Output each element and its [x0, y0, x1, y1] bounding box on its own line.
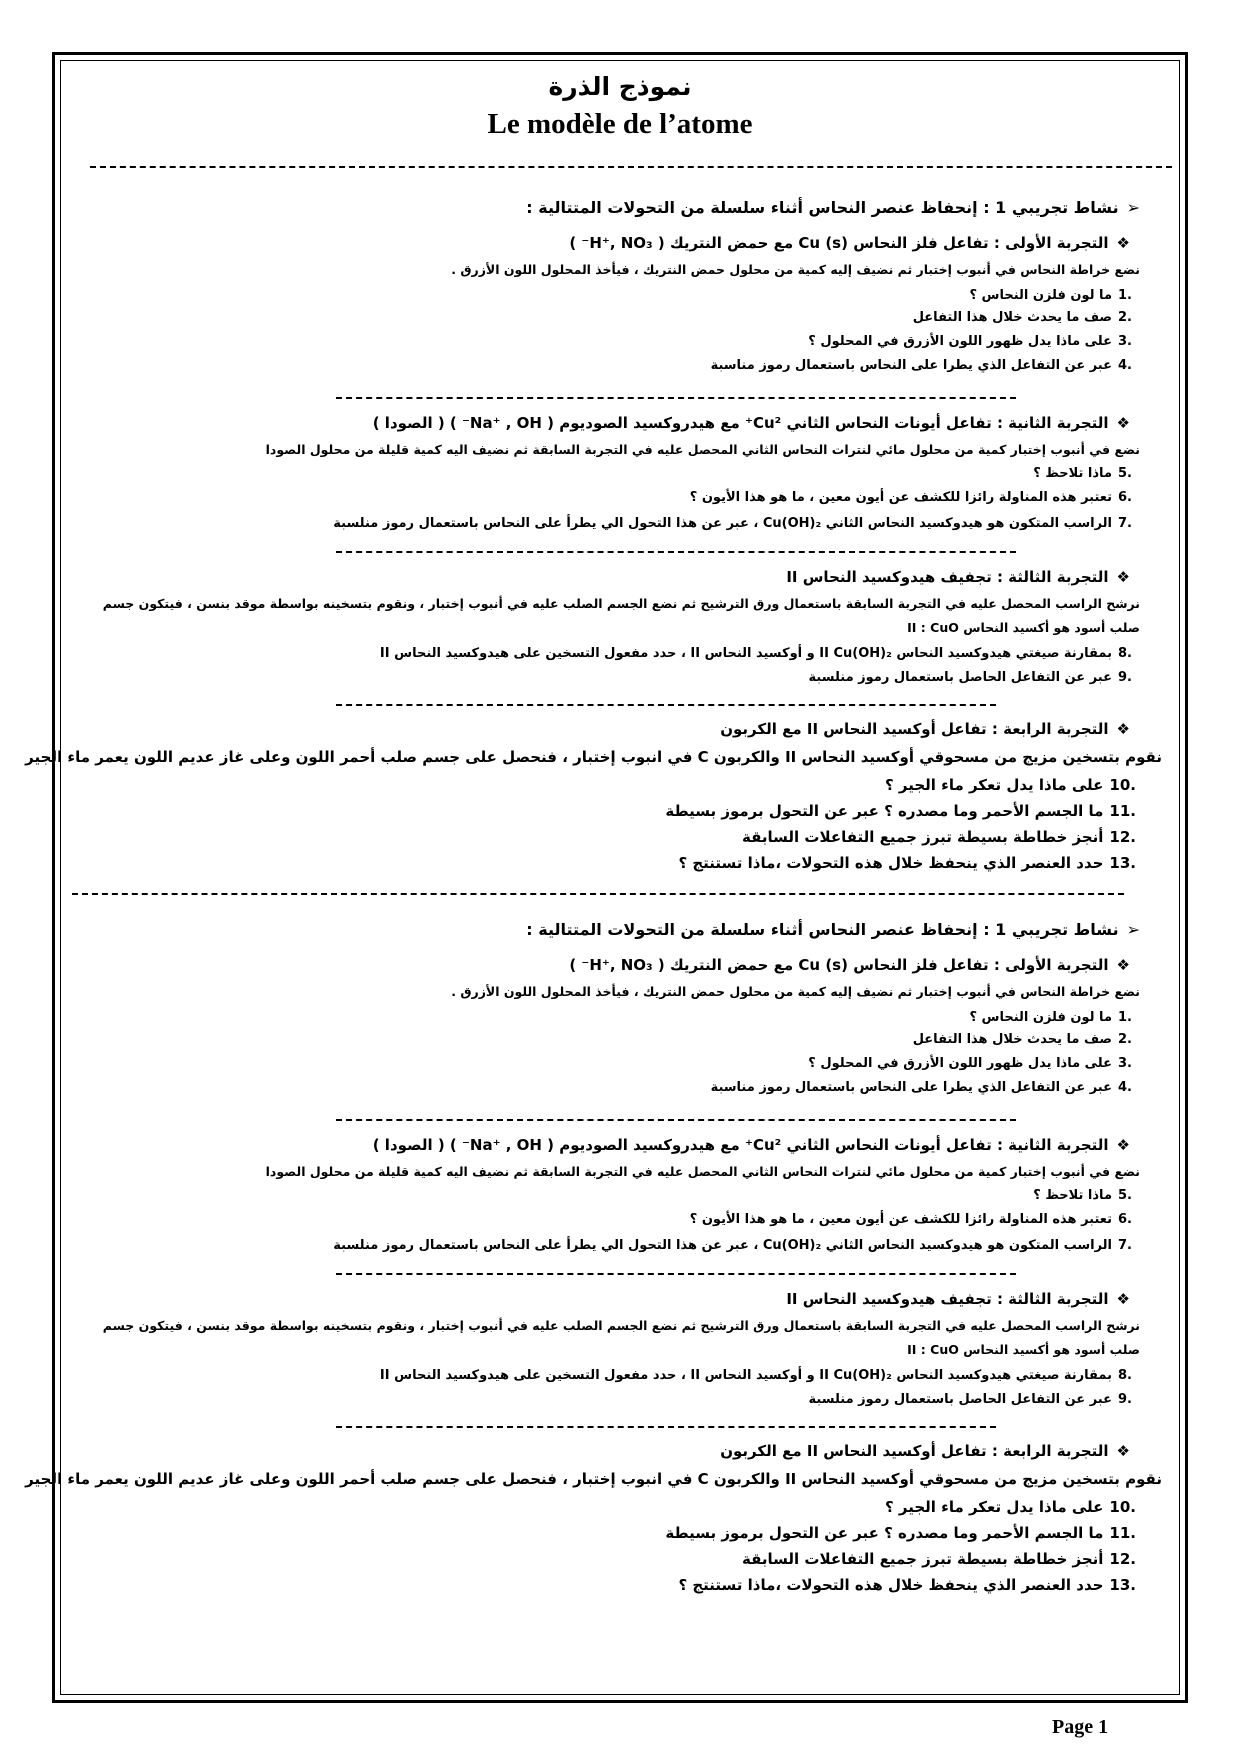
question: .9عبر عن التفاعل الحاصل باستعمال رموز منلسبة	[808, 670, 1132, 685]
separator	[336, 551, 1016, 553]
exp1-title: ❖التجربة الأولى : تفاعل فلز النحاس Cu (s) مع حمض النتريك ( H⁺, NO₃⁻ )	[569, 234, 1130, 252]
diamond-bullet-icon: ❖	[1116, 234, 1130, 252]
diamond-bullet-icon: ❖	[1116, 956, 1130, 974]
question: .9عبر عن التفاعل الحاصل باستعمال رموز منلسبة	[808, 1392, 1132, 1407]
question: .8بمقارنة صيغتي هيدوكسيد النحاس II Cu(OH)₂ و أوكسيد النحاس II ، حدد مفعول التسخين على هيدوكسيد النحاس II	[379, 646, 1132, 661]
diamond-bullet-icon: ❖	[1116, 1442, 1130, 1460]
question: .13حدد العنصر الذي ينحفظ خلال هذه التحولات ،ماذا تستنتج ؟	[678, 854, 1136, 872]
question: .4عبر عن التفاعل الذي يطرا على النحاس باستعمال رموز مناسبة	[710, 1080, 1132, 1095]
question: .2صف ما يحدث خلال هذا التفاعل	[912, 310, 1132, 325]
exp2-title: ❖التجربة الثانية : تفاعل أيونات النحاس الثاني Cu²⁺ مع هيدروكسيد الصوديوم ( Na⁺ , OH⁻ ) ( الصودا )	[372, 414, 1130, 432]
exp4-title: ❖التجربة الرابعة : تفاعل أوكسيد النحاس II مع الكربون	[720, 720, 1130, 738]
diamond-bullet-icon: ❖	[1116, 720, 1130, 738]
separator	[336, 704, 996, 706]
exp4-text: نقوم بتسخين مزيج من مسحوقي أوكسيد النحاس II والكربون C في انبوب إختبار ، فنحصل على جسم صلب أحمر اللون وعلى غاز عديم اللون يعمر ماء الجير	[25, 748, 1162, 766]
question: .3على ماذا يدل ظهور اللون الأزرق في المحلول ؟	[808, 334, 1132, 349]
page-number: Page 1	[1052, 1716, 1109, 1738]
question: .8بمقارنة صيغتي هيدوكسيد النحاس II Cu(OH)₂ و أوكسيد النحاس II ، حدد مفعول التسخين على هيدوكسيد النحاس II	[379, 1368, 1132, 1383]
separator	[336, 397, 1016, 399]
exp2-title: ❖التجربة الثانية : تفاعل أيونات النحاس الثاني Cu²⁺ مع هيدروكسيد الصوديوم ( Na⁺ , OH⁻ ) ( الصودا )	[372, 1136, 1130, 1154]
question: .13حدد العنصر الذي ينحفظ خلال هذه التحولات ،ماذا تستنتج ؟	[678, 1576, 1136, 1594]
question: .7الراسب المتكون هو هيدوكسيد النحاس الثاني Cu(OH)₂ ، عبر عن هذا التحول الي يطرأ على النحاس باستعمال رموز منلسبة	[333, 1238, 1132, 1253]
question: .7الراسب المتكون هو هيدوكسيد النحاس الثاني Cu(OH)₂ ، عبر عن هذا التحول الي يطرأ على النحاس باستعمال رموز منلسبة	[333, 516, 1132, 531]
exp3-text-cont: صلب أسود هو أكسيد النحاس II : CuO	[907, 620, 1140, 635]
arrowhead-bullet-icon: ➢	[1126, 198, 1140, 217]
activity-heading: ➢نشاط تجريبي 1 : إنحفاظ عنصر النحاس أثناء سلسلة من التحولات المتتالية :	[526, 198, 1140, 217]
separator	[336, 1426, 996, 1428]
diamond-bullet-icon: ❖	[1116, 568, 1130, 586]
question: .2صف ما يحدث خلال هذا التفاعل	[912, 1032, 1132, 1047]
separator	[336, 1273, 1016, 1275]
separator	[336, 1119, 1016, 1121]
activity-section	[0, 0, 1240, 872]
exp4-title: ❖التجربة الرابعة : تفاعل أوكسيد النحاس II مع الكربون	[720, 1442, 1130, 1460]
page-title-arabic: نموذج الذرة	[548, 72, 692, 101]
exp2-text: نضع في أنبوب إختبار كمية من محلول مائي لنترات النحاس الثاني المحصل عليه في التجربة السابقة ثم نضيف اليه كمية قليلة من محلول الصودا	[265, 442, 1140, 457]
question: .1ما لون فلزن النحاس ؟	[969, 1010, 1132, 1025]
exp3-title: ❖التجربة الثالثة : تجفيف هيدوكسيد النحاس II	[786, 1290, 1130, 1308]
question: .10على ماذا يدل تعكر ماء الجير ؟	[884, 776, 1136, 794]
question: .11ما الجسم الأحمر وما مصدره ؟ عبر عن التحول برموز بسيطة	[665, 1524, 1136, 1542]
exp1-text: نضع خراطة النحاس في أنبوب إختبار ثم نضيف إليه كمية من محلول حمض النتريك ، فيأخذ المحلول اللون الأزرق .	[451, 262, 1140, 277]
activity-heading: ➢نشاط تجريبي 1 : إنحفاظ عنصر النحاس أثناء سلسلة من التحولات المتتالية :	[526, 920, 1140, 939]
question: .1ما لون فلزن النحاس ؟	[969, 288, 1132, 303]
page-title-french: Le modèle de l’atome	[487, 108, 753, 140]
arrowhead-bullet-icon: ➢	[1126, 920, 1140, 939]
question: .5ماذا تلاحظ ؟	[1033, 1188, 1132, 1203]
exp3-text: نرشح الراسب المحصل عليه في التجربة السابقة باستعمال ورق الترشيح ثم نضع الجسم الصلب عليه في أنبوب إختبار ، ونقوم بتسخينه بواسطة موقد بنسن ، فيتكون جسم	[102, 1318, 1140, 1333]
exp1-title: ❖التجربة الأولى : تفاعل فلز النحاس Cu (s) مع حمض النتريك ( H⁺, NO₃⁻ )	[569, 956, 1130, 974]
question: .12أنجز خطاطة بسيطة تبرز جميع التفاعلات السابقة	[741, 828, 1136, 846]
activity-section-copy	[0, 722, 1240, 1594]
question: .3على ماذا يدل ظهور اللون الأزرق في المحلول ؟	[808, 1056, 1132, 1071]
exp3-text-cont: صلب أسود هو أكسيد النحاس II : CuO	[907, 1342, 1140, 1357]
exp2-text: نضع في أنبوب إختبار كمية من محلول مائي لنترات النحاس الثاني المحصل عليه في التجربة السابقة ثم نضيف اليه كمية قليلة من محلول الصودا	[265, 1164, 1140, 1179]
exp3-text: نرشح الراسب المحصل عليه في التجربة السابقة باستعمال ورق الترشيح ثم نضع الجسم الصلب عليه في أنبوب إختبار ، ونقوم بتسخينه بواسطة موقد بنسن ، فيتكون جسم	[102, 596, 1140, 611]
question: .6تعتبر هذه المناولة رائزا للكشف عن أيون معين ، ما هو هذا الأيون ؟	[689, 1212, 1132, 1227]
exp4-text: نقوم بتسخين مزيج من مسحوقي أوكسيد النحاس II والكربون C في انبوب إختبار ، فنحصل على جسم صلب أحمر اللون وعلى غاز عديم اللون يعمر ماء الجير	[25, 1470, 1162, 1488]
question: .6تعتبر هذه المناولة رائزا للكشف عن أيون معين ، ما هو هذا الأيون ؟	[689, 490, 1132, 505]
question: .4عبر عن التفاعل الذي يطرا على النحاس باستعمال رموز مناسبة	[710, 358, 1132, 373]
question: .12أنجز خطاطة بسيطة تبرز جميع التفاعلات السابقة	[741, 1550, 1136, 1568]
exp1-text: نضع خراطة النحاس في أنبوب إختبار ثم نضيف إليه كمية من محلول حمض النتريك ، فيأخذ المحلول اللون الأزرق .	[451, 984, 1140, 999]
diamond-bullet-icon: ❖	[1116, 414, 1130, 432]
diamond-bullet-icon: ❖	[1116, 1136, 1130, 1154]
question: .10على ماذا يدل تعكر ماء الجير ؟	[884, 1498, 1136, 1516]
question: .5ماذا تلاحظ ؟	[1033, 466, 1132, 481]
exp3-title: ❖التجربة الثالثة : تجفيف هيدوكسيد النحاس II	[786, 568, 1130, 586]
question: .11ما الجسم الأحمر وما مصدره ؟ عبر عن التحول برموز بسيطة	[665, 802, 1136, 820]
diamond-bullet-icon: ❖	[1116, 1290, 1130, 1308]
